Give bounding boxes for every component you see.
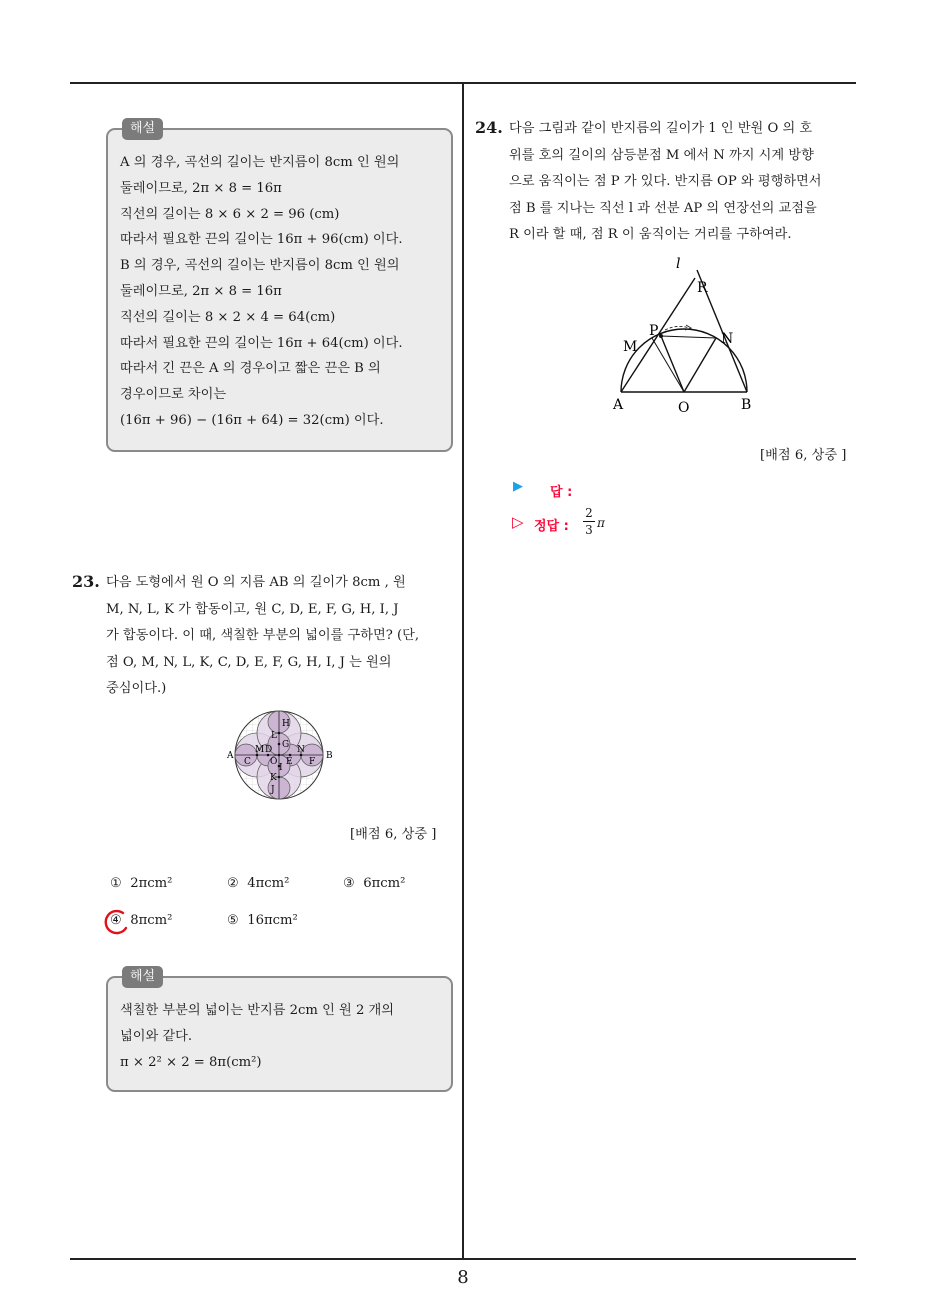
choice-number: ① (110, 876, 122, 891)
correct-answer-label: 정답 : (534, 519, 569, 534)
label-A: A (613, 397, 624, 413)
solution-line: B 의 경우, 곡선의 길이는 반지름이 8cm 인 원의 (120, 258, 400, 274)
choice-5[interactable] (227, 913, 298, 928)
bottom-rule (70, 1258, 856, 1260)
choice-text: 2πcm² (130, 876, 173, 891)
label-L: L (271, 731, 277, 741)
question-number: 23. (72, 572, 100, 591)
label-C: C (244, 757, 251, 767)
solution-line: 따라서 긴 끈은 A 의 경우이고 짧은 끈은 B 의 (120, 361, 381, 377)
label-N: N (297, 745, 305, 755)
choice-text: 16πcm² (247, 913, 298, 928)
solution-line: 직선의 길이는 8 × 2 × 4 = 64(cm) (120, 309, 336, 325)
solution-line: (16π + 96) − (16π + 64) = 32(cm) 이다. (120, 412, 384, 428)
question-text (106, 570, 419, 703)
label-R: R (697, 280, 708, 296)
answer-row (513, 479, 523, 494)
label-E: E (286, 757, 293, 767)
solution-line: 넓이와 같다. (120, 1028, 193, 1044)
q24-figure (605, 250, 765, 420)
solution-line: 색칠한 부분의 넓이는 반지름 2cm 인 원 2 개의 (120, 1003, 395, 1018)
choice-number: ⑤ (227, 913, 239, 928)
label-F: F (309, 757, 316, 767)
solution-line: 직선의 길이는 8 × 6 × 2 = 96 (cm) (120, 206, 340, 222)
label-B: B (741, 397, 752, 413)
page-number: 8 (457, 1267, 469, 1288)
correct-answer-fraction (583, 505, 595, 538)
label-B: B (326, 751, 333, 761)
fraction-numerator: 2 (583, 505, 595, 522)
choice-3[interactable] (343, 876, 405, 891)
solution-line: 둘레이므로, 2π × 8 = 16π (120, 180, 282, 196)
choice-text: 8πcm² (130, 913, 173, 928)
solution-line: 둘레이므로, 2π × 8 = 16π (120, 283, 282, 299)
solution-line: 따라서 필요한 끈의 길이는 16π + 64(cm) 이다. (120, 335, 403, 351)
question-line: 점 O, M, N, L, K, C, D, E, F, G, H, I, J 는 원의 (106, 654, 392, 670)
q23-figure (222, 706, 340, 804)
outline-triangle-icon: ▷ (512, 513, 524, 531)
solution-line: 따라서 필요한 끈의 길이는 16π + 96(cm) 이다. (120, 232, 403, 248)
score-q23: [배점 6, 상중 ] (350, 827, 437, 842)
question-line: R 이라 할 때, 점 R 이 움직이는 거리를 구하여라. (509, 227, 792, 242)
question-line: 점 B 를 지나는 직선 l 과 선분 AP 의 연장선의 교점을 (509, 200, 817, 216)
answer-circle-mark (103, 908, 131, 936)
label-M: M (255, 745, 265, 755)
answer-label: 답 : (550, 485, 573, 500)
label-G: G (282, 740, 290, 750)
label-l: l (676, 256, 681, 272)
choice-number: ④ (110, 913, 122, 928)
solution-box-q23 (106, 969, 453, 1092)
label-K: K (270, 773, 277, 783)
choice-text: 4πcm² (247, 876, 290, 891)
question-line: M, N, L, K 가 합동이고, 원 C, D, E, F, G, H, I, J (106, 601, 399, 617)
correct-answer-row (512, 512, 524, 531)
fraction-denominator: 3 (585, 523, 593, 537)
solution-line: A 의 경우, 곡선의 길이는 반지름이 8cm 인 원의 (120, 155, 400, 170)
label-N: N (721, 331, 734, 347)
solution-tab: 해설 (122, 118, 163, 140)
choice-number: ③ (343, 876, 355, 891)
question-line: 중심이다.) (106, 681, 167, 696)
label-H: H (282, 719, 290, 729)
solution-box-q22 (106, 121, 453, 452)
label-J: J (271, 785, 275, 795)
question-line: 위를 호의 길이의 삼등분점 M 에서 N 까지 시계 방향 (509, 147, 814, 163)
answer-triangle-icon: ▶ (513, 479, 523, 494)
fraction-suffix: π (597, 516, 605, 530)
choice-number: ② (227, 876, 239, 891)
choice-1[interactable] (110, 876, 172, 891)
choice-text: 6πcm² (363, 876, 406, 891)
choice-2[interactable] (227, 876, 289, 891)
question-line: 다음 그림과 같이 반지름의 길이가 1 인 반원 O 의 호 (509, 121, 813, 136)
column-divider (462, 83, 464, 1259)
question-line: 다음 도형에서 원 O 의 지름 AB 의 길이가 8cm , 원 (106, 575, 406, 590)
solution-line: 경우이므로 차이는 (120, 387, 227, 403)
solution-tab: 해설 (122, 966, 163, 988)
label-O: O (678, 400, 690, 416)
score-q24: [배점 6, 상중 ] (760, 448, 847, 463)
label-M: M (623, 339, 638, 355)
label-D: D (265, 745, 273, 755)
question-line: 으로 움직이는 점 P 가 있다. 반지름 OP 와 평행하면서 (509, 174, 822, 189)
question-number: 24. (475, 118, 503, 137)
label-I: I (279, 763, 283, 773)
label-A: A (227, 751, 234, 761)
question-text (509, 116, 822, 249)
label-O: O (270, 757, 278, 767)
solution-line: π × 2² × 2 = 8π(cm²) (120, 1054, 262, 1070)
label-P: P (649, 323, 659, 339)
question-line: 가 합동이다. 이 때, 색칠한 부분의 넓이를 구하면? (단, (106, 628, 420, 643)
